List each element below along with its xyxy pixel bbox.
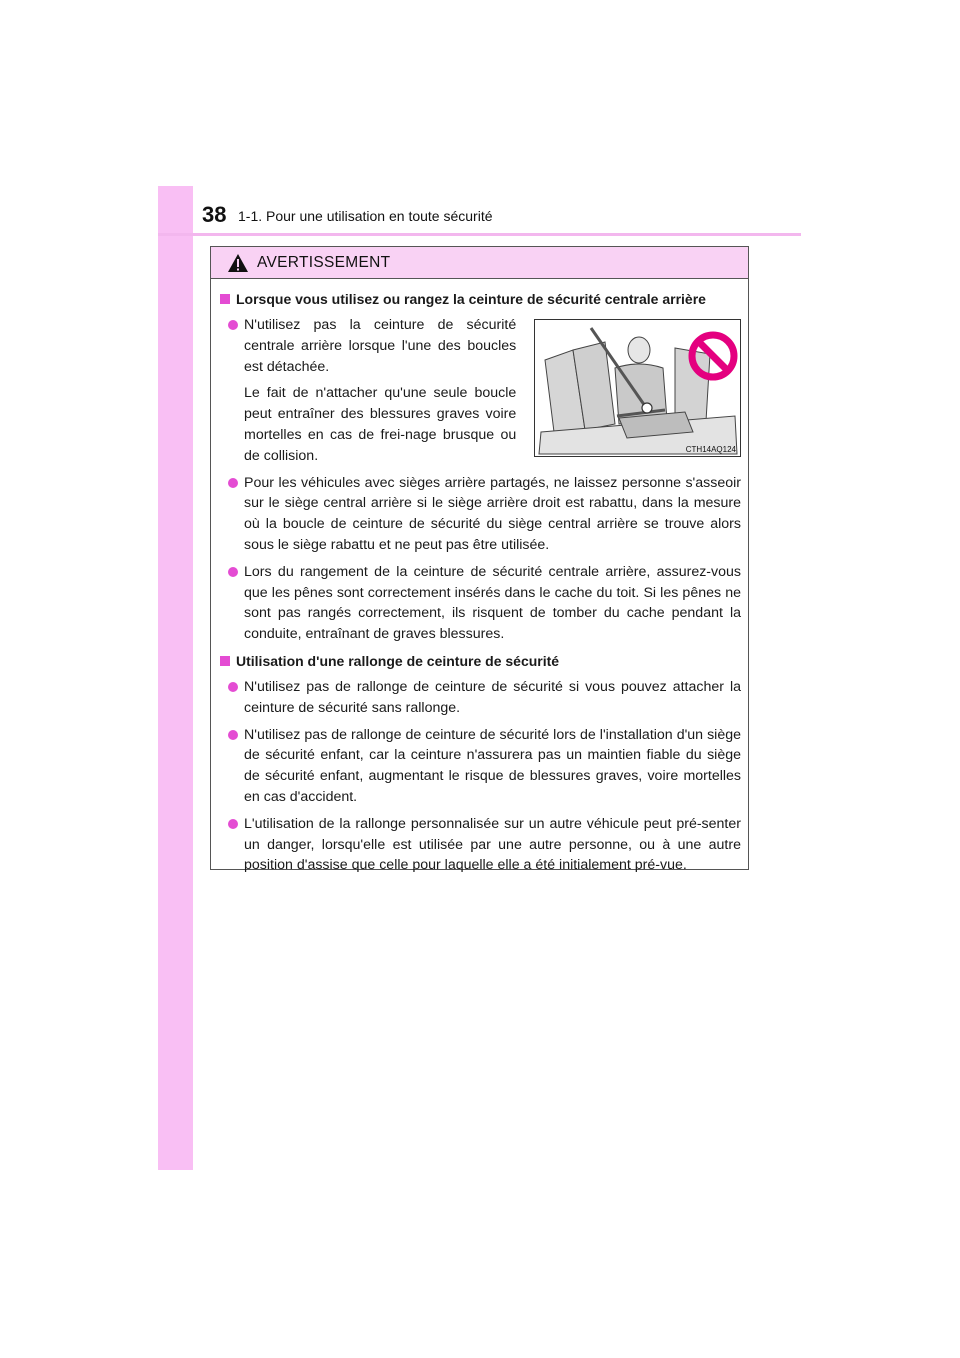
list-item-text: Le fait de n'attacher qu'une seule boucle peut entraîner des blessures graves voire mortelles en cas de frei-nage brusque ou de collision. [244,385,517,464]
square-bullet-icon [220,294,230,304]
bullet-dot-icon [228,567,238,577]
bullet-dot-icon [228,819,238,829]
section-heading [220,651,741,671]
warning-title: AVERTISSEMENT [257,253,391,271]
list-item-text: L'utilisation de la rallonge personnalisée sur un autre véhicule peut pré-senter un danger, lorsqu'elle est utilisée par une autre personne, ou à une autre position d'assise que celle pour laquelle elle a été initialement pré-vue. [244,815,741,874]
side-band [158,186,193,1170]
list-item [228,473,741,556]
list-item-text: N'utilisez pas la ceinture de sécurité centrale arrière lorsque l'une des boucles est détachée. [244,317,517,375]
list-item [228,725,741,808]
warning-header [211,247,748,279]
list-item [228,677,741,719]
warning-content [211,279,748,876]
list-item [228,562,741,645]
section-title: 1-1. Pour une utilisation en toute sécurité [238,208,493,224]
list-item-text: Lors du rangement de la ceinture de sécurité centrale arrière, assurez-vous que les pênes sont correctement insérés dans le cache du toit. Si les pênes ne sont pas rangés correctement, ils risquent de tomber du cache pendant la conduite, entraînant de graves blessures. [244,563,741,643]
section-heading [220,289,741,309]
figure-caption: CTH14AQ124 [685,445,736,454]
rear-seat-illustration [535,320,741,456]
header-rule [158,233,801,236]
seatbelt-illustration [534,319,741,457]
list-item [228,814,741,876]
list-item-text: Pour les véhicules avec sièges arrière partagés, ne laissez personne s'asseoir sur le siège central arrière si le siège arrière droit est rabattu, dans la mesure où la boucle de ceinture de sécurité du siège central arrière se trouve alors sous le siège rabattu et ne peut pas être utilisée. [244,474,741,553]
section-heading-text: Lorsque vous utilisez ou rangez la ceinture de sécurité centrale arrière [236,291,706,307]
list-item [228,315,516,467]
section-heading-text: Utilisation d'une rallonge de ceinture de sécurité [236,652,560,669]
bullet-dot-icon [228,730,238,740]
bullet-dot-icon [228,478,238,488]
warning-box [210,246,749,874]
list-item-text: N'utilisez pas de rallonge de ceinture de sécurité si vous pouvez attacher la ceinture de sécurité sans rallonge. [244,678,741,716]
square-bullet-icon [220,656,230,666]
item-with-figure [220,315,741,473]
page-number: 38 [202,202,227,227]
list-item-text: N'utilisez pas de rallonge de ceinture de sécurité lors de l'installation d'un siège de sécurité enfant, car la ceinture n'assurera pas un maintien fiable du siège de sécurité enfant, augmentant le risque de blessures graves, voire mortelles en cas d'accident. [244,726,741,805]
bullet-dot-icon [228,320,238,330]
warning-triangle-icon [227,253,249,273]
bullet-dot-icon [228,682,238,692]
